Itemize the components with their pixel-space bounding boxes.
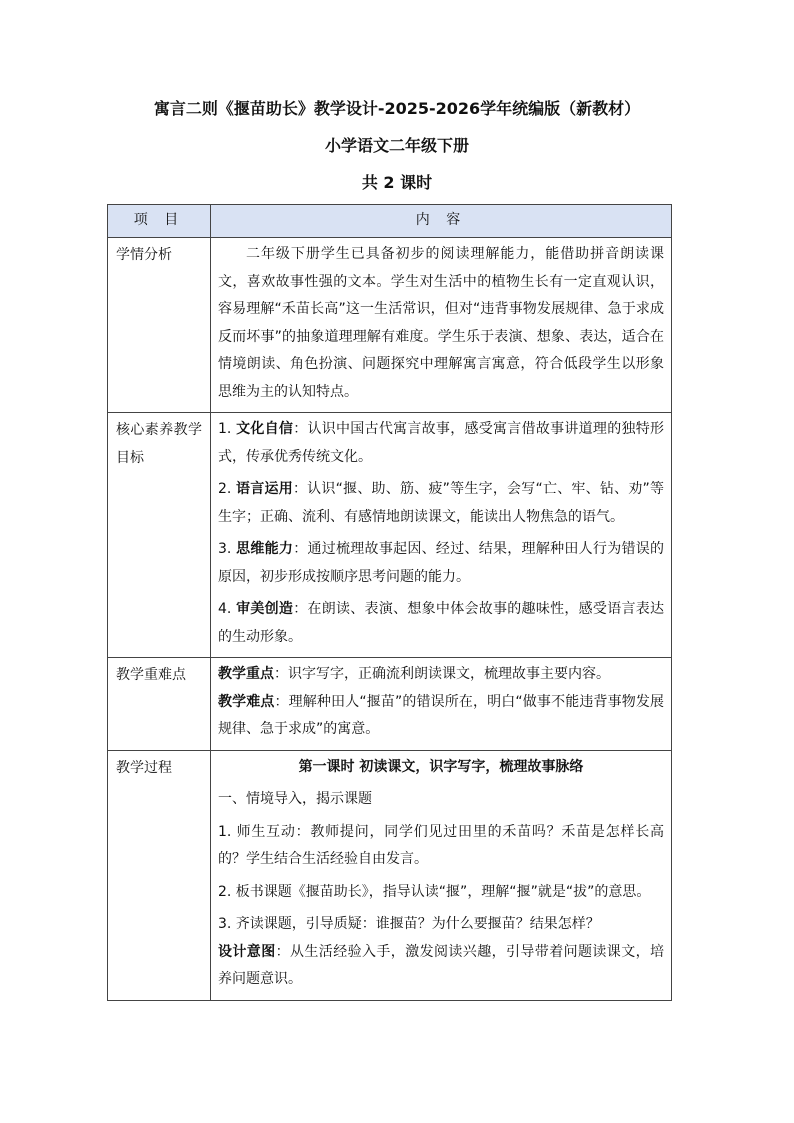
section-heading: 一、情境导入，揭示课题	[218, 791, 372, 807]
table-header-row	[108, 205, 672, 238]
lesson-plan-table	[107, 204, 672, 1001]
table-row	[108, 750, 672, 1000]
goal-item: 4. 审美创造：在朗读、表演、想象中体会故事的趣味性，感受语言表达的生动形象。	[218, 601, 665, 645]
row-content-xueqing	[211, 238, 672, 413]
key-point: 教学重点：识字写字，正确流利朗读课文，梳理故事主要内容。	[218, 666, 610, 682]
header-item: 项 目	[108, 205, 211, 238]
goal-item: 2. 语言运用：认识“揠、助、筋、疲”等生字，会写“亡、牢、钻、劝”等生字；正确、流利、有感情地朗读课文，能读出人物焦急的语气。	[218, 481, 665, 525]
design-intent: 设计意图：从生活经验入手，激发阅读兴趣，引导带着问题读课文，培养问题意识。	[218, 943, 665, 987]
row-content-process	[211, 750, 672, 1000]
xueqing-text: 二年级下册学生已具备初步的阅读理解能力，能借助拼音朗读课文，喜欢故事性强的文本。学生对生活中的植物生长有一定直观认识，容易理解“禾苗长高”这一生活常识，但对“违背事物发展规律、急于求成反而坏事”的抽象道理理解有难度。学生乐于表演、想象、表达，适合在情境朗读、角色扮演、问题探究中理解寓言寓意，符合低段学生以形象思维为主的认知特点。	[218, 246, 664, 400]
row-content-goals	[211, 413, 672, 658]
difficult-point: 教学难点：理解种田人“揠苗”的错误所在，明白“做事不能违背事物发展规律、急于求成”的寓意。	[218, 693, 664, 737]
row-label-xueqing: 学情分析	[108, 238, 211, 413]
row-label-goals: 核心素养教学目标	[108, 413, 211, 658]
lesson-count: 共 2 课时	[361, 173, 433, 192]
process-step: 1. 师生互动：教师提问，同学们见过田里的禾苗吗？禾苗是怎样长高的？学生结合生活经验自由发言。	[218, 823, 664, 867]
table-row	[108, 413, 672, 658]
process-step: 2. 板书课题《揠苗助长》，指导认读“揠”，理解“揠”就是“拔”的意思。	[218, 883, 651, 900]
process-step: 3. 齐读课题，引导质疑：谁揠苗？为什么要揠苗？结果怎样？	[218, 916, 600, 932]
row-label-process: 教学过程	[108, 750, 211, 1000]
lesson-heading: 第一课时 初读课文，识字写字，梳理故事脉络	[298, 758, 584, 775]
goal-item: 3. 思维能力：通过梳理故事起因、经过、结果，理解种田人行为错误的原因，初步形成按顺序思考问题的能力。	[218, 541, 665, 585]
table-row	[108, 658, 672, 751]
header-content: 内 容	[211, 205, 672, 238]
document-subtitle: 小学语文二年级下册	[324, 136, 469, 155]
goal-item: 1. 文化自信：认识中国古代寓言故事，感受寓言借故事讲道理的独特形式，传承优秀传统文化。	[218, 421, 665, 465]
document-title: 寓言二则《揠苗助长》教学设计-2025-2026学年统编版（新教材）	[153, 99, 641, 118]
table-row	[108, 238, 672, 413]
row-label-keypoints: 教学重难点	[108, 658, 211, 751]
row-content-keypoints	[211, 658, 672, 751]
